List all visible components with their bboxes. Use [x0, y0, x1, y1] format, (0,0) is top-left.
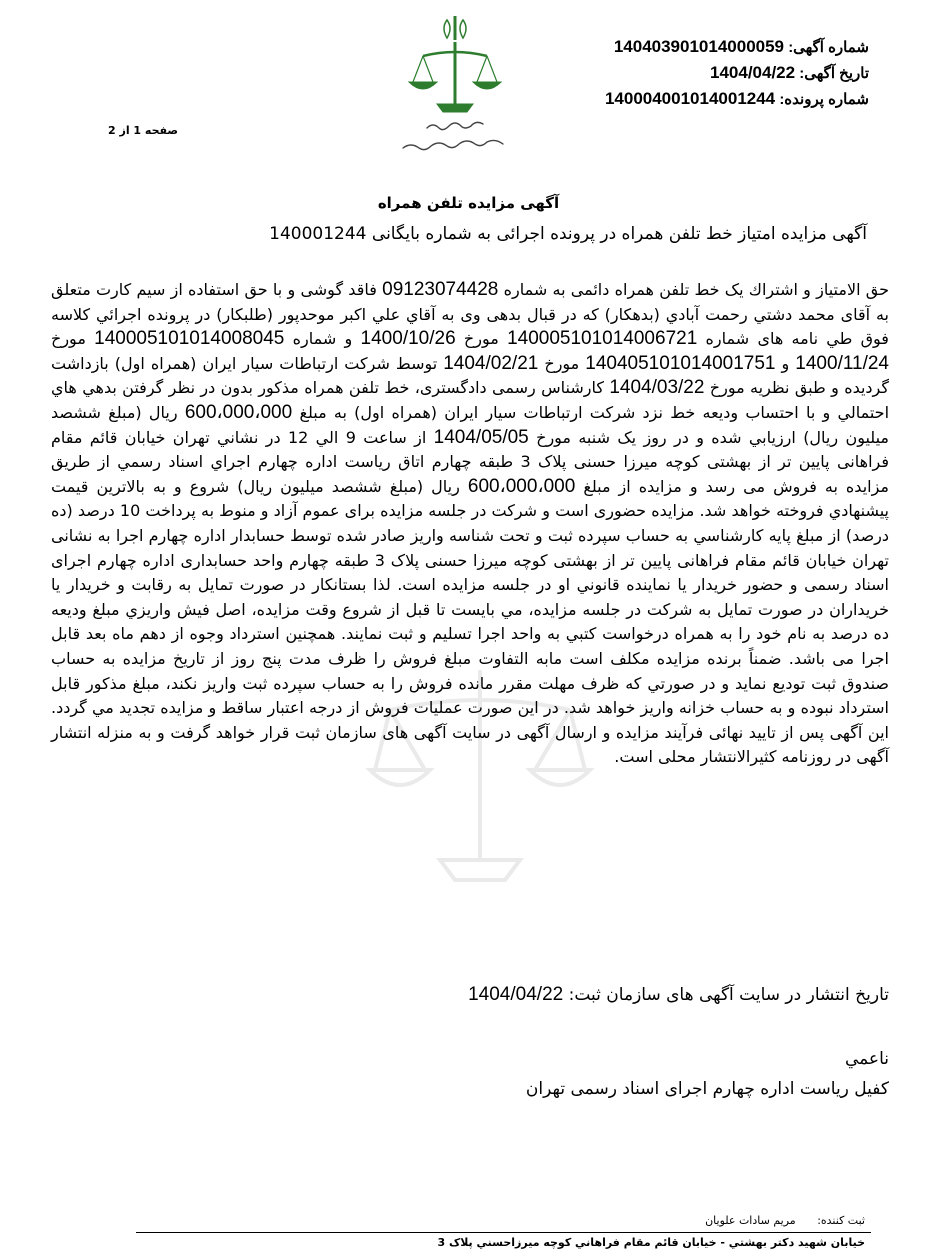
file-number-row: [509, 86, 869, 112]
file-number-label: شماره پرونده:: [779, 91, 869, 108]
ad-number-row: [509, 34, 869, 60]
letter-number: 140005101014006721: [507, 328, 698, 350]
publication-date-line: [468, 984, 889, 1006]
body-part: کارشناس رسمی دادگستری، خط تلفن همراه مذکور بدون در نظر گرفتن بدهي هاي احتمالي و با احتساب ودیعه خط نزد شرکت ارتباطات سیار ایران (همراه اول) به مبلغ: [51, 378, 890, 422]
registrar-label: ثبت کننده:: [817, 1214, 865, 1227]
body-part: ریال (مبلغ ششصد میلیون ریال) شروع و به بالاترین قیمت پیشنهادي فروخته خواهد شد. مزایده حضوری است و شرکت در جلسه مزایده برای عموم آزاد و منوط به پرداخت 10 درصد (ده درصد) از مبلغ پایه کارشناسي به حساب سپرده ثبت و تحت شناسه واریز صادر شده توسط حسابدار اداره چهارم اجرا به نشانی تهران خیابان قائم مقام فراهانی پایین تر از بهشتی کوچه میرزا حسنی پلاک 3 طبقه چهارم واحد حسابداری اداره چهارم اجرای اسناد رسمی و حضور خریدار یا نماینده قانوني او در جلسه مزایده است. لذا بستانکار در صورت تمایل به رقابت و خریدار یا خریداران در صورت تمایل به شرکت در جلسه مزایده، مي بایست تا قبل از شروع وقت مزایده، اصل فیش واریزي مبلغ ودیعه ده درصد به نام خود را به همراه درخواست کتبي به واحد اجرا تسلیم و ثبت نمایند. همچنین استرداد وجوه از دهم ماه بعد قابل اجرا می باشد. ضمناً برنده مزایده مکلف است مابه التفاوت مبلغ فروش را ظرف مدت پنج روز از تاریخ مزایده به حساب صندوق ثبت تودیع نماید و در صورتي که ظرف مهلت مقرر مانده فروش را به حساب سپرده ثبت واریز نکند، مبلغ مذکور قابل استرداد نبوده و به حساب خزانه واریز خواهد شد. در این صورت عملیات فروش از درجه اعتبار ساقط و مزایده تجدید مي گردد. این آگهی پس از تایید نهائی فرآیند مزایده و ارسال آگهی در سایت آگهی های سازمان ثبت قرار خواهد گرفت و به منزله انتشار آگهی در روزنامه کثیرالانتشار محلی است.: [51, 476, 890, 767]
phone-number: 09123074428: [382, 279, 499, 300]
letter-number: 140005101014008045: [94, 328, 285, 350]
page-indicator: صفحه 1 از 2: [108, 124, 179, 137]
body-part: حق الامتیاز و اشتراك یک خط تلفن همراه دائمی به شماره: [503, 280, 890, 299]
header-meta: [509, 34, 869, 112]
ad-number-label: شماره آگهی:: [788, 39, 869, 56]
watermark-scales-icon: [330, 640, 630, 900]
letter-number: 140405101014001751: [585, 352, 776, 374]
body-part: ریال (مبلغ ششصد میلیون ریال) ارزیابي شده و در روز یک شنبه مورخ: [51, 402, 890, 447]
file-number: 140004001014001244: [604, 89, 776, 108]
registrar-name: مریم سادات علویان: [705, 1214, 796, 1227]
footer-address: خیابان شهید دکتر بهشتي - خیابان قائم مقام فراهاني کوچه میرزاحسني پلاک 3: [437, 1236, 865, 1249]
auction-date: 1404/05/05: [433, 426, 529, 448]
letter-date: 1400/11/24: [795, 352, 889, 374]
signature-block: [526, 1044, 889, 1104]
ad-number: 140403901014000059: [613, 37, 785, 56]
footer-divider: [136, 1232, 871, 1233]
appraisal-amount: 600،000،000: [184, 401, 293, 423]
body-part: از ساعت 9 الي 12 در نشاني تهران خیابان قائم مقام فراهانی پایین تر از بهشتی کوچه میرزا حسنی پلاک 3 طبقه چهارم اتاق ریاست اداره چهارم اجراي اسناد رسمي از طریق مزایده به فروش می رسد و مزایده از مبلغ: [51, 427, 890, 496]
ad-date: 1404/04/22: [710, 63, 796, 82]
body-part: مورخ: [51, 329, 86, 349]
ad-date-row: [509, 60, 869, 86]
body-part: و شماره: [292, 329, 353, 349]
judiciary-scales-emblem-icon: [375, 8, 550, 158]
body-part: مورخ: [463, 329, 499, 349]
publication-date: 1404/04/22: [468, 984, 564, 1005]
body-part: فاقد گوشی و با حق استفاده از سیم کارت متعلق به آقای محمد دشتي رحمت آبادي (بدهکار) که در قبال بدهی وی به آقاي علي اکبر موحدپور (طلبکار) در پرونده اجرائي کلاسه فوق طي نامه های شماره: [51, 280, 889, 349]
signer-name: ناعمي: [844, 1049, 889, 1069]
letter-date: 1400/10/26: [360, 328, 456, 350]
starting-amount: 600،000،000: [467, 475, 576, 497]
notice-title: آگهی مزایده تلفن همراه: [377, 194, 560, 212]
body-part: و: [781, 353, 790, 373]
body-part: توسط شرکت ارتباطات سیار ایران (همراه اول) بازداشت گردیده و طبق نظریه مورخ: [51, 353, 889, 398]
appraisal-date: 1404/03/22: [609, 377, 705, 399]
notice-subtitle: آگهی مزایده امتیاز خط تلفن همراه در پرونده اجرائی به شماره بایگانی 140001244: [269, 224, 867, 244]
publication-date-label: تاریخ انتشار در سایت آگهی های سازمان ثبت:: [568, 985, 889, 1005]
letter-date: 1404/02/21: [443, 352, 539, 374]
signer-position: کفیل ریاست اداره چهارم اجرای اسناد رسمی تهران: [525, 1079, 889, 1099]
body-part: مورخ: [544, 353, 580, 373]
registrar-line: [705, 1214, 865, 1227]
ad-date-label: تاریخ آگهی:: [799, 65, 869, 82]
